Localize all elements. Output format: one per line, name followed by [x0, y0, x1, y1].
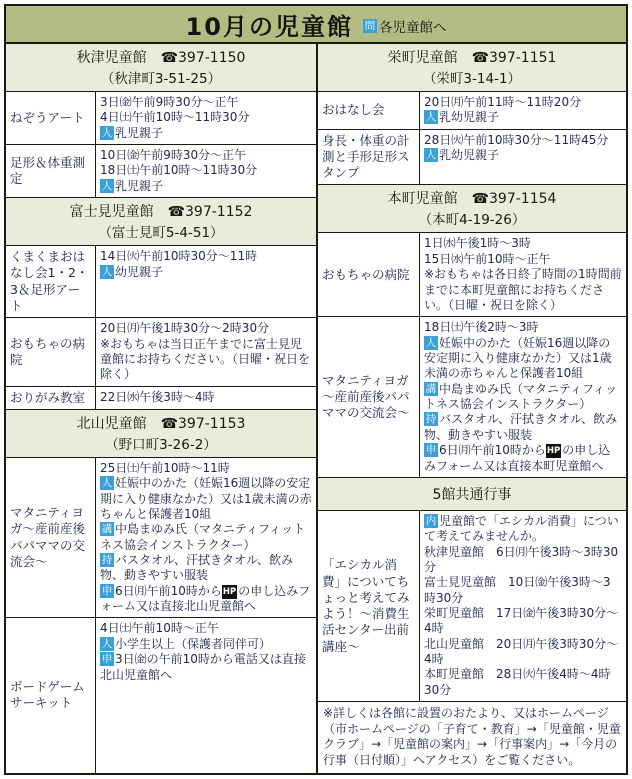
- event-text-line: [424, 133, 622, 148]
- facility-phone: ☎397-1151: [471, 50, 557, 66]
- facility-name: 秋津児童館: [76, 50, 161, 66]
- event-text-line: [424, 382, 622, 413]
- homepage-badge-icon: HP: [222, 586, 237, 597]
- event-details: [96, 318, 316, 385]
- event-text-line: [424, 606, 622, 637]
- facility-header: [318, 184, 626, 232]
- event-row: [6, 144, 316, 197]
- event-text-line: [100, 461, 312, 476]
- event-text-line: [424, 236, 622, 251]
- event-label: ねぞうアート: [6, 92, 96, 144]
- event-text: 富士見児童館 10日㈮午後3時～3時30分: [424, 575, 611, 605]
- event-text-line: [100, 163, 312, 178]
- event-text: 28日㈫午前10時30分～11時45分: [424, 132, 609, 147]
- event-details: [96, 145, 316, 197]
- event-text: バスタオル、汗拭きタオル、飲み物、動きやすい服装: [100, 553, 294, 583]
- facility-phone: ☎397-1154: [471, 191, 557, 208]
- info-badge-icon: 人: [425, 336, 437, 349]
- event-text: 15日㈬午前10時～正午: [424, 251, 551, 266]
- event-details: [420, 130, 626, 185]
- left-column: [6, 44, 316, 773]
- event-text-line: [100, 584, 312, 615]
- event-text-line: [100, 621, 312, 636]
- event-row: [6, 617, 316, 772]
- info-badge-icon: 申: [101, 584, 113, 597]
- event-text-line: [424, 267, 622, 313]
- event-text: 中島まゆみ氏（マタニティフィットネス協会インストラクター）: [100, 522, 306, 552]
- facility-address: （富士見町5-4-51）: [98, 225, 224, 242]
- event-details: [96, 618, 316, 772]
- event-row: [6, 386, 316, 409]
- event-text-line: [424, 95, 622, 110]
- event-text-line: [424, 514, 622, 545]
- event-label: マタニティヨガ～産前産後パパママの交流会～: [6, 458, 96, 618]
- info-badge-icon: 持: [101, 554, 113, 566]
- event-text: 児童館で「エシカル消費」について考えてみませんか。: [424, 513, 619, 544]
- info-badge-icon: 人: [425, 149, 437, 162]
- event-text-line: [100, 148, 312, 163]
- info-badge-icon: 申: [425, 444, 437, 457]
- info-badge-icon: 人: [101, 179, 113, 192]
- title-note: [363, 16, 447, 36]
- event-text: 18日㈯午後2時～3時: [424, 320, 539, 335]
- event-text: 18日㈯午前10時～11時30分: [100, 163, 258, 178]
- event-text-line: [424, 412, 622, 443]
- event-label: おもちゃの病院: [6, 318, 96, 385]
- event-text: の申し込みフォーム又は直接本町児童館へ: [424, 443, 611, 473]
- newsletter-sheet: [4, 4, 628, 775]
- event-text: ※おもちゃは当日正午までに富士見児童館にお持ちください。（日曜・祝日を除く）: [100, 336, 311, 382]
- event-text-line: [424, 320, 622, 335]
- event-label: おりがみ教室: [6, 387, 96, 409]
- info-badge-icon: 人: [101, 126, 113, 139]
- event-text-line: [424, 545, 622, 576]
- event-text: 6日㈪午前10時から: [439, 443, 546, 458]
- event-details: [96, 92, 316, 144]
- event-text: 栄町児童館 17日㈮午後3時30分～4時: [424, 606, 619, 636]
- event-text: 6日㈪午前10時から: [115, 583, 222, 598]
- event-text: 20日㈪午後1時30分～2時30分: [100, 321, 270, 336]
- event-text-line: [100, 553, 312, 584]
- facility-name: 富士見児童館: [69, 204, 168, 221]
- event-label: おはなし会: [318, 92, 420, 129]
- event-text-line: [100, 390, 312, 405]
- info-badge-icon: 申: [101, 653, 113, 666]
- event-details: [420, 233, 626, 316]
- event-text-line: [100, 179, 312, 194]
- info-badge-icon: 人: [425, 111, 437, 124]
- facility-header: [6, 197, 316, 245]
- event-row: [6, 91, 316, 144]
- facility-header: [6, 44, 316, 91]
- event-text: 25日㈯午前10時～11時: [100, 460, 230, 475]
- facility-title-line: [320, 188, 624, 208]
- info-badge-icon: 持: [425, 413, 437, 426]
- event-row: [318, 510, 626, 701]
- event-text-line: [100, 321, 312, 336]
- homepage-badge-icon: HP: [546, 446, 561, 457]
- facility-name: 栄町児童館: [387, 50, 472, 66]
- event-label: 身長・体重の計測と手形足形スタンプ: [318, 130, 420, 185]
- event-text-line: [100, 476, 312, 522]
- event-label: おもちゃの病院: [318, 233, 420, 316]
- right-column: [316, 44, 626, 773]
- event-text: 1日㈬午後1時～3時: [424, 236, 531, 251]
- event-label: 足形＆体重測定: [6, 145, 96, 197]
- event-row: [318, 91, 626, 129]
- event-text: 10日㈮午前9時30分～正午: [100, 148, 247, 163]
- event-text: 4日㈯午前10時～11時30分: [100, 110, 250, 125]
- event-text: 乳児親子: [115, 125, 164, 140]
- event-row: [6, 457, 316, 618]
- event-text-line: [424, 637, 622, 668]
- info-badge-icon: 講: [101, 523, 113, 536]
- event-text: 乳児親子: [115, 178, 164, 193]
- event-text: ※おもちゃは各日終了時間の1時間前までに本町児童館にお持ちください。（日曜・祝日を除く）: [424, 267, 622, 312]
- inquiry-badge-icon: 問: [364, 20, 376, 32]
- facility-title-line: [8, 201, 314, 221]
- event-text-line: [100, 249, 312, 264]
- event-text-line: [424, 336, 622, 382]
- event-text-line: [424, 110, 622, 125]
- event-details: [96, 387, 316, 409]
- event-text: 4日㈯午前10時～正午: [100, 621, 219, 636]
- table-body: [6, 44, 626, 773]
- event-text-line: [424, 148, 622, 163]
- facility-title-line: [8, 47, 314, 67]
- event-text: 14日㈫午前10時30分～11時: [100, 249, 258, 264]
- facility-address: （秋津町3-51-25）: [100, 71, 222, 87]
- event-text-line: [100, 522, 312, 553]
- event-text-line: [424, 575, 622, 606]
- facility-phone: ☎397-1150: [160, 50, 246, 66]
- event-text: 妊娠中のかた（妊娠16週以降の安定期に入り健康なかた）又は1歳未満の赤ちゃんと保護者10組: [424, 335, 612, 381]
- event-text: 乳幼児親子: [439, 110, 500, 125]
- event-text-line: [100, 110, 312, 125]
- event-row: [318, 232, 626, 316]
- event-text: 3日㈮の午前10時から電話又は直接北山児童館へ: [100, 652, 306, 682]
- event-row: [318, 129, 626, 185]
- event-text-line: [100, 265, 312, 280]
- event-details: [420, 92, 626, 129]
- event-text: 小学生以上（保護者同伴可）: [115, 636, 272, 651]
- event-row: [6, 317, 316, 385]
- event-text: の申し込みフォーム又は直接北山児童館へ: [100, 583, 311, 614]
- title-bar: [6, 6, 626, 44]
- facility-address: （栄町3-14-1）: [422, 71, 522, 87]
- event-row: [318, 316, 626, 477]
- event-details: [420, 511, 626, 701]
- facility-phone: ☎397-1152: [167, 204, 253, 221]
- event-text: 本町児童館 28日㈫午後4時～4時30分: [424, 667, 611, 697]
- page-title: 10月の児童館: [185, 12, 353, 41]
- event-text: 20日㈪午前11時～11時20分: [424, 95, 582, 109]
- event-text: バスタオル、汗拭きタオル、飲み物、動きやすい服装: [424, 412, 618, 442]
- event-text: 乳幼児親子: [439, 148, 500, 163]
- event-text: 中島まゆみ氏（マタニティフィットネス協会インストラクター）: [424, 381, 618, 412]
- event-details: [96, 246, 316, 317]
- event-label: くまくまおはなし会1・2・3＆足形アート: [6, 246, 96, 317]
- event-text-line: [424, 667, 622, 698]
- facility-phone: ☎397-1153: [160, 415, 246, 432]
- facility-title-line: [8, 413, 314, 433]
- event-text-line: [100, 126, 312, 141]
- info-badge-icon: 人: [101, 477, 113, 490]
- title-note-text: 各児童館へ: [378, 20, 447, 36]
- info-badge-icon: 内: [425, 514, 437, 527]
- facility-header: [318, 44, 626, 91]
- info-badge-icon: 人: [101, 265, 113, 278]
- info-badge-icon: 人: [101, 637, 113, 650]
- common-events-header: 5館共通行事: [318, 477, 626, 510]
- event-text-line: [100, 637, 312, 652]
- facility-name: 北山児童館: [76, 415, 161, 432]
- footer-note: ※詳しくは各館に設置のおたより、又はホームページ（市ホームページの「子育て・教育」→「児童館・児童クラブ」→「児童館の案内」→「行事案内」→「今月の行事（日付順）」へアクセス）をご覧ください。: [318, 701, 626, 772]
- event-text-line: [100, 95, 312, 110]
- facility-title-line: [320, 47, 624, 67]
- event-text: 幼児親子: [115, 264, 164, 279]
- event-text: 22日㈬午後3時～4時: [100, 389, 215, 404]
- event-text: 北山児童館 20日㈪午後3時30分～4時: [424, 636, 619, 667]
- facility-address: （野口町3-26-2）: [105, 436, 217, 453]
- info-badge-icon: 講: [425, 382, 437, 395]
- event-label: 「エシカル消費」についてちょっと考えてみよう！～消費生活センター出前講座～: [318, 511, 420, 701]
- facility-address: （本町4-19-26）: [418, 212, 526, 229]
- event-label: マタニティヨガ～産前産後パパママの交流会～: [318, 317, 420, 477]
- event-text: 3日㈮午前9時30分～正午: [100, 95, 239, 109]
- event-text-line: [424, 443, 622, 474]
- event-label: ボードゲームサーキット: [6, 618, 96, 772]
- event-text-line: [100, 337, 312, 383]
- event-details: [96, 458, 316, 618]
- event-text-line: [424, 252, 622, 267]
- facility-header: [6, 409, 316, 457]
- event-row: [6, 245, 316, 317]
- facility-name: 本町児童館: [387, 191, 472, 208]
- event-text-line: [100, 652, 312, 683]
- event-text: 秋津児童館 6日㈪午後3時～3時30分: [424, 544, 619, 574]
- event-text: 妊娠中のかた（妊娠16週以降の安定期に入り健康なかた）又は1歳未満の赤ちゃんと保護者10組: [100, 476, 312, 521]
- event-details: [420, 317, 626, 477]
